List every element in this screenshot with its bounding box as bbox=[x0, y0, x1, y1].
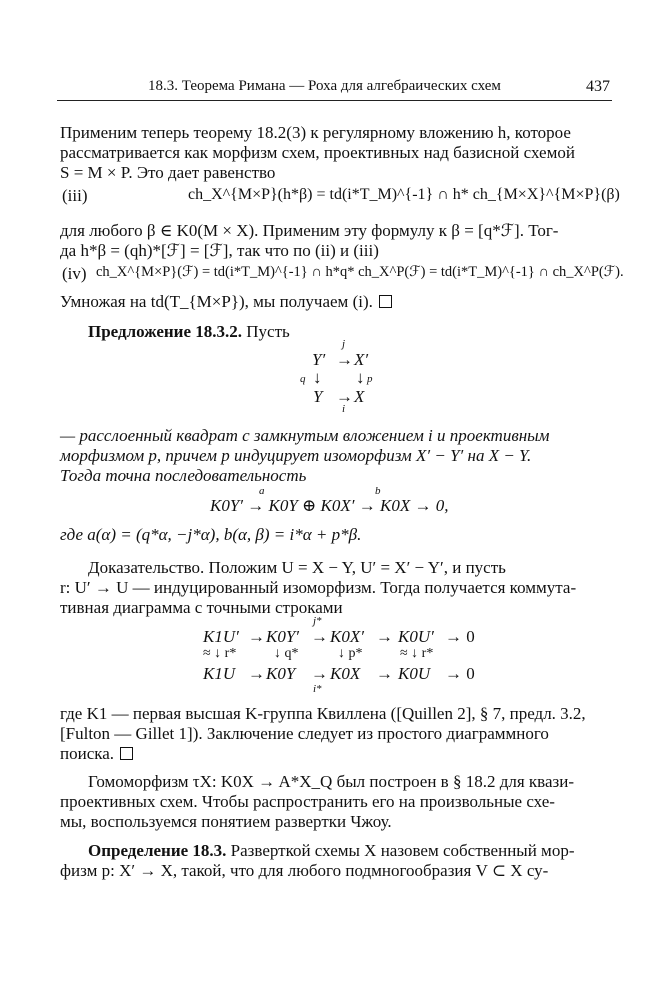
cd-r2-v1: ≈ ↓ r* bbox=[203, 646, 237, 661]
diagram-left-arrow: ↓ bbox=[313, 368, 322, 387]
header-rule bbox=[57, 100, 612, 101]
cd-r1-a4: → 0 bbox=[445, 627, 475, 646]
proof-after-text: поиска. bbox=[60, 744, 115, 763]
diagram-top-right: X′ bbox=[354, 350, 369, 369]
para2-line2: да h*β = (qh)*[ℱ] = [ℱ], так что по (ii) и (iii) bbox=[60, 241, 379, 260]
diagram-top-left: Y′ bbox=[312, 350, 326, 369]
diagram-left-label: q bbox=[300, 373, 306, 385]
para1-line1: Применим теперь теорему 18.2(3) к регулярному вложению h, которое bbox=[60, 123, 571, 142]
definition-line2: физм p: X′ → X, такой, что для любого подмногообразия V ⊂ X су- bbox=[60, 861, 549, 880]
diagram-right-label: p bbox=[367, 373, 373, 385]
para4-line3: мы, воспользуемся понятием развертки Чжоу. bbox=[60, 812, 392, 831]
eq4-label: (iv) bbox=[62, 264, 87, 283]
diagram-bottom-arrow-label: i bbox=[342, 403, 346, 415]
cd-r1-c4: K0U′ bbox=[398, 627, 434, 646]
definition-line1 bbox=[88, 841, 574, 861]
cd-top-label: j* bbox=[313, 615, 322, 627]
cd-r2-v4: ≈ ↓ r* bbox=[400, 646, 434, 661]
cd-r1-c2: K0Y′ bbox=[266, 627, 300, 646]
cd-r2-v2: ↓ q* bbox=[274, 646, 299, 661]
eq3-formula: ch_X^{M×P}(h*β) = td(i*T_M)^{-1} ∩ h* ch_{M×X}^{M×P}(β) bbox=[188, 186, 620, 203]
cd-r3-c1: K1U bbox=[203, 664, 236, 683]
diagram-bottom-right: X bbox=[354, 387, 365, 406]
para1-line2: рассматривается как морфизм схем, проективных над базисной схемой bbox=[60, 143, 575, 162]
cd-r1-a3: → bbox=[376, 627, 393, 646]
proof-after-line3 bbox=[60, 744, 133, 764]
cd-r3-c3: K0X bbox=[330, 664, 361, 683]
cd-r1-c3: K0X′ bbox=[330, 627, 364, 646]
qed-box bbox=[379, 295, 392, 308]
diagram-bottom-left: Y bbox=[313, 387, 323, 406]
proof-after-line1: где K1 — первая высшая K-группа Квиллена ([Quillen 2], § 7, предл. 3.2, bbox=[60, 704, 586, 723]
para2-line1: для любого β ∈ K0(M × X). Применим эту формулу к β = [q*ℱ]. Тог- bbox=[60, 221, 559, 240]
eq4-formula: ch_X^{M×P}(ℱ) = td(i*T_M)^{-1} ∩ h*q* ch_X^P(ℱ) = td(i*T_M)^{-1} ∩ ch_X^P(ℱ). bbox=[96, 264, 624, 280]
proposition-text-line3: Тогда точна последовательность bbox=[60, 466, 307, 485]
diagram-top-arrow-label: j bbox=[342, 338, 346, 350]
diagram-bottom-arrow: → bbox=[336, 387, 353, 406]
definition-title: Определение 18.3. bbox=[88, 841, 227, 860]
proposition-title: Предложение 18.3.2. bbox=[88, 322, 242, 341]
para3-text: Умножая на td(T_{M×P}), мы получаем (i). bbox=[60, 292, 373, 311]
proposition-text-line1: — расслоенный квадрат с замкнутым вложением i и проективным bbox=[60, 426, 550, 445]
para4-line2: проективных схем. Чтобы распространить его на произвольные схе- bbox=[60, 792, 555, 811]
para3 bbox=[60, 292, 392, 312]
header-title: 18.3. Теорема Римана — Роха для алгебраических схем bbox=[148, 78, 501, 94]
diagram-right-arrow: ↓ bbox=[356, 368, 365, 387]
cd-r2-v3: ↓ p* bbox=[338, 646, 363, 661]
cd-r1-a2: → bbox=[311, 627, 328, 646]
proof-after-line2: [Fulton — Gillet 1]). Заключение следует из простого диаграммного bbox=[60, 724, 549, 743]
proof-line3: тивная диаграмма с точными строками bbox=[60, 598, 343, 617]
cd-r3-c2: K0Y bbox=[266, 664, 296, 683]
proposition-where: где a(α) = (q*α, −j*α), b(α, β) = i*α + p*β. bbox=[60, 525, 362, 544]
proof-line1: Доказательство. Положим U = X − Y, U′ = X′ − Y′, и пусть bbox=[88, 558, 506, 577]
cd-r3-a1: → bbox=[248, 664, 265, 683]
proposition-lead: Пусть bbox=[246, 322, 290, 341]
cd-r3-a3: → bbox=[376, 664, 393, 683]
para4-line1: Гомоморфизм τX: K0X → A*X_Q был построен в § 18.2 для квази- bbox=[88, 772, 574, 791]
cd-bottom-label: i* bbox=[313, 683, 322, 695]
cd-r3-c4: K0U bbox=[398, 664, 431, 683]
cd-r3-a2: → bbox=[311, 664, 328, 683]
cd-r3-a4: → 0 bbox=[445, 664, 475, 683]
page-number: 437 bbox=[586, 78, 610, 95]
qed-box-proof bbox=[120, 747, 133, 760]
proposition-text-line2: морфизмом p, причем p индуцирует изоморфизм X′ − Y′ на X − Y. bbox=[60, 446, 532, 465]
definition-text-1: Разверткой схемы X назовем собственный мор- bbox=[230, 841, 575, 860]
diagram-top-arrow: → bbox=[336, 350, 353, 369]
proposition-heading bbox=[88, 322, 290, 342]
para1-line3: S = M × P. Это дает равенство bbox=[60, 163, 276, 182]
proof-line2: r: U′ → U — индуцированный изоморфизм. Тогда получается коммута- bbox=[60, 578, 577, 597]
eq3-label: (iii) bbox=[62, 186, 88, 205]
cd-r1-c1: K1U′ bbox=[203, 627, 239, 646]
cd-r1-a1: → bbox=[248, 627, 265, 646]
seq-label-a: a bbox=[259, 485, 265, 497]
seq-label-b: b bbox=[375, 485, 381, 497]
exact-sequence: K0Y′ → K0Y ⊕ K0X′ → K0X → 0, bbox=[210, 496, 449, 515]
